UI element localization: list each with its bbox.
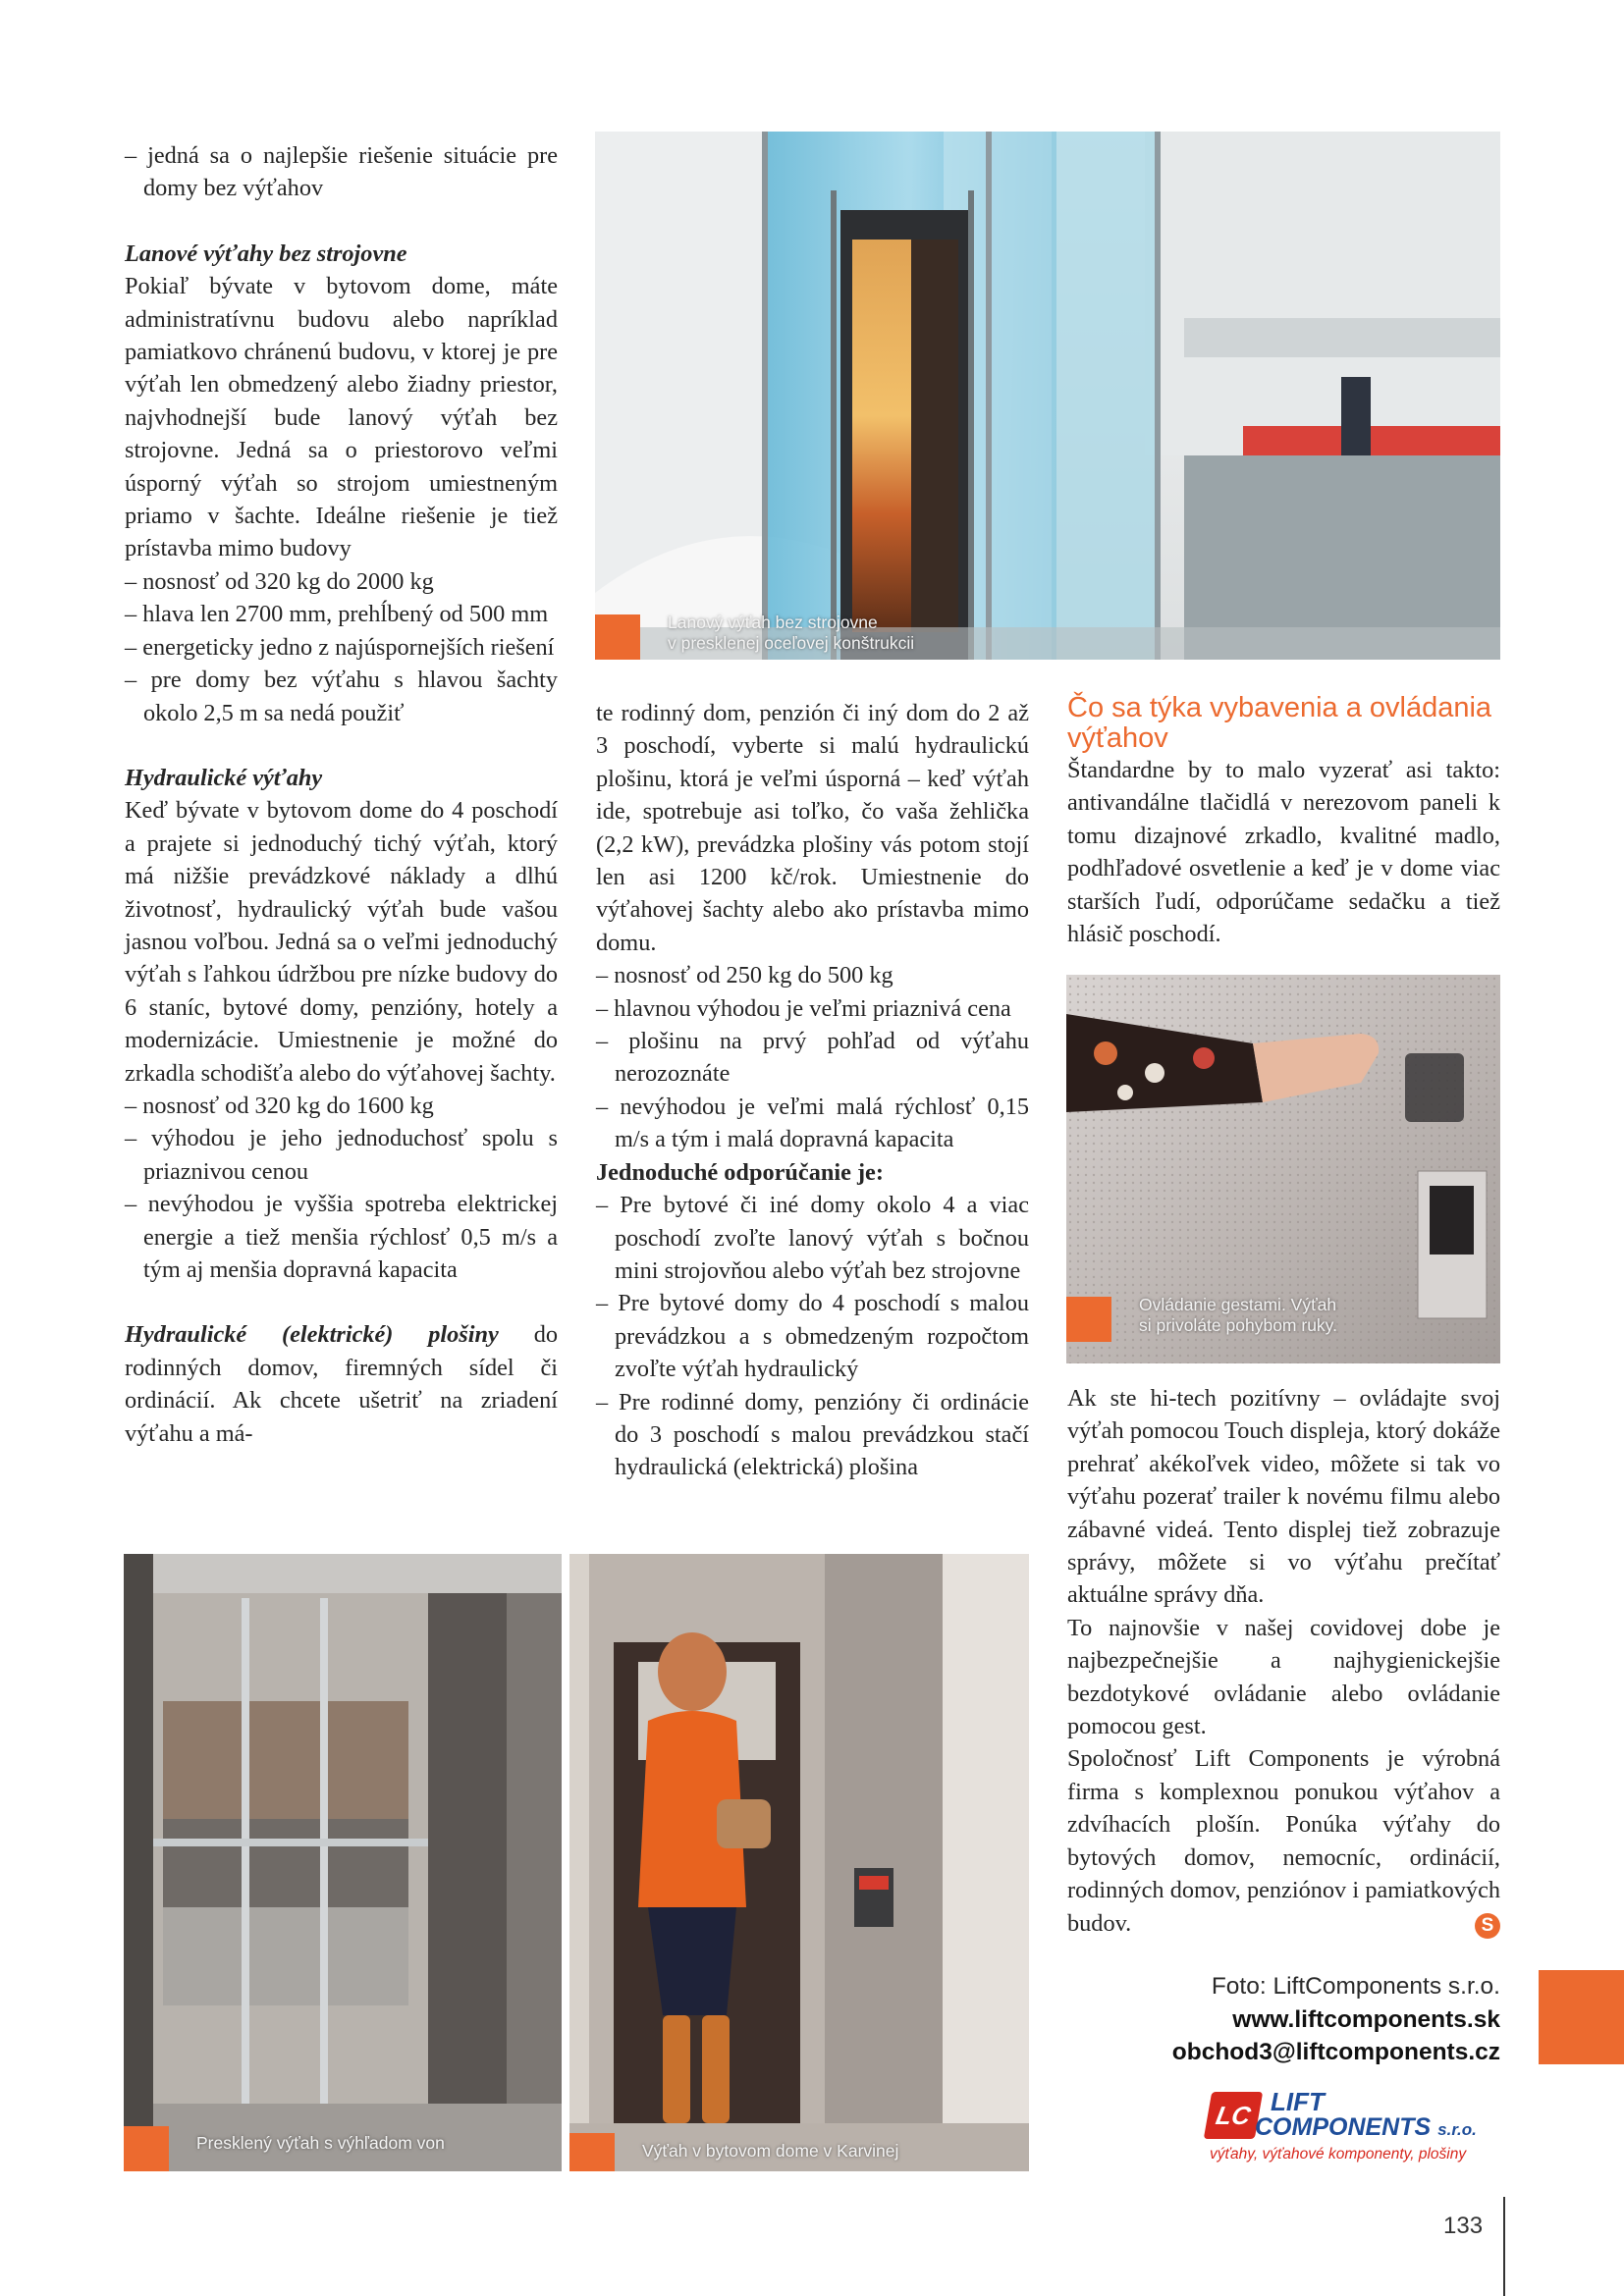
photo-atrium-lift	[595, 132, 1500, 660]
logo-word2	[1255, 2113, 1477, 2144]
equipment-intro: Štandardne by to malo vyzerať asi takto: antivandálne tlačidlá v nerezovom paneli k tomu dizajnové zrkadlo, kvalitné madlo, podhľadové osvetlenie a keď je v dome viac starších ľudí, odporúčame sedačku a tiež hlásič poschodí.	[1067, 757, 1500, 948]
column-1	[125, 139, 558, 1450]
company-paragraph: Spoločnosť Lift Components je výrobná firma s komplexnou ponukou výťahov a zdvíhacích plošín. Ponúka výťahy do bytových domov, nemocníc, ordinácií, rodinných domov, penziónov i pamiatkových budov.	[1067, 1745, 1500, 1937]
glass-lift-image	[124, 1554, 562, 2171]
intro-list-item: – jedná sa o najlepšie riešenie situácie pre domy bez výťahov	[125, 142, 558, 202]
photo-karvina-lift	[569, 1554, 1029, 2171]
caption-line: si privoláte pohybom ruky.	[1139, 1315, 1337, 1335]
rope-lifts-body: Pokiaľ bývate v bytovom dome, máte administratívnu budovu alebo napríklad pamiatkovo chránenú budovu, v ktorej je pre výťah len obmedzený alebo žiadny priestor, najvhodnejší bude lanový výťah bez strojovne. Jedná sa o priestorovo veľmi úsporný výťah so strojom umiestneným priamo v šachte. Ideálne riešenie je tiež prístavba mimo budovy	[125, 273, 558, 562]
column-3-bottom	[1067, 1382, 1500, 1940]
touch-display-paragraph: Ak ste hi-tech pozitívny – ovládajte svoj výťah pomocou Touch displeja, ktorý dokáže prehrať akékoľvek video, môžete si tak vo výťahu pozerať trailer k novému filmu alebo zábavné videá. Tento displej tiež zobrazuje správy, môžete si vo výťahu prečítať aktuálne správy dňa.	[1067, 1385, 1500, 1609]
lift-components-logo	[1208, 2087, 1508, 2166]
list-item: – plošinu na prvý pohľad od výťahu nerozoznáte	[596, 1028, 1029, 1088]
heading-platforms: Hydraulické (elektrické) plošiny	[125, 1321, 499, 1349]
heading-hydraulic-lifts: Hydraulické výťahy	[125, 764, 323, 791]
karvina-lift-image	[569, 1554, 1029, 2171]
caption-line: Ovládanie gestami. Výťah	[1139, 1295, 1337, 1314]
caption-line: v presklenej oceľovej konštrukcii	[668, 633, 915, 653]
platforms-paragraph	[125, 1318, 558, 1450]
heading-rope-lifts: Lanové výťahy bez strojovne	[125, 240, 407, 267]
page-number: 133	[1443, 2213, 1484, 2239]
logo-word1: LIFT	[1271, 2087, 1325, 2116]
section-tab-marker	[1539, 1970, 1624, 2064]
caption-gesture	[1139, 1295, 1337, 1336]
list-item: – nosnosť od 320 kg do 1600 kg	[125, 1092, 434, 1119]
hydraulic-lifts-body: Keď bývate v bytovom dome do 4 poschodí a prajete si jednoduchý tichý výťah, ktorý má nižšie prevádzkové náklady a dlhú životnosť, hydraulický výťah bude vašou jasnou voľbou. Jedná sa o veľmi jednoduchý výťah s ľahkou údržbou pre nízke budovy do 6 staníc, bytové domy, penzióny, hotely a modernizácie. Umiestnenie je možné do zrkadla schodišťa alebo do výťahovej šachty.	[125, 797, 558, 1087]
page-number-rule	[1503, 2197, 1505, 2296]
caption-line: Lanový výťah bez strojovne	[668, 613, 878, 632]
caption-marker	[1066, 1297, 1111, 1342]
list-item: – pre domy bez výťahu s hlavou šachty okolo 2,5 m sa nedá použiť	[125, 667, 558, 726]
end-mark-icon: S	[1475, 1913, 1500, 1939]
caption-atrium	[668, 613, 914, 654]
photo-credits	[1172, 1970, 1500, 2069]
recommendation-item: – Pre bytové či iné domy okolo 4 a viac poschodí zvoľte lanový výťah s bočnou mini strojovňou alebo výťah bez strojovne	[596, 1192, 1029, 1284]
email-link[interactable]: obchod3@liftcomponents.cz	[1171, 2039, 1500, 2065]
caption-karvina: Výťah v bytovom dome v Karvinej	[642, 2141, 899, 2161]
caption-marker	[595, 614, 640, 660]
logo-tagline: výťahy, výťahové komponenty, plošiny	[1210, 2146, 1467, 2163]
recommendation-heading: Jednoduché odporúčanie je:	[596, 1158, 884, 1186]
photo-glass-lift	[124, 1554, 562, 2171]
photo-gesture-control	[1066, 975, 1500, 1363]
list-item: – nevýhodou je vyššia spotreba elektrickej energie a tiež menšia rýchlosť 0,5 m/s a tým aj menšia dopravná kapacita	[125, 1191, 558, 1283]
list-item: – hlavnou výhodou je veľmi priaznivá cena	[596, 994, 1011, 1022]
platforms-body-continued: te rodinný dom, penzión či iný dom do 2 až 3 poschodí, vyberte si malú hydraulickú plošinu, ktorá je veľmi úsporná – keď výťah ide, spotrebuje asi toľko, čo vaša žehlička (2,2 kW), prevádzka plošiny vás potom stojí len asi 1200 kč/rok. Umiestnenie do výťahovej šachty alebo ako prístavba mimo domu.	[596, 700, 1029, 956]
photo-credit: Foto: LiftComponents s.r.o.	[1211, 1973, 1500, 2000]
list-item: – hlava len 2700 mm, prehĺbený od 500 mm	[125, 601, 549, 628]
logo-word2-text: COMPONENTS	[1255, 2113, 1432, 2141]
column-2	[596, 697, 1029, 1484]
touchless-paragraph: To najnovšie v našej covidovej dobe je najbezpečnejšie a najhygienickejšie bezdotykové ovládanie alebo ovládanie pomocou gest.	[1067, 1614, 1500, 1740]
website-link[interactable]: www.liftcomponents.sk	[1232, 2005, 1500, 2033]
list-item: – nosnosť od 250 kg do 500 kg	[596, 962, 893, 989]
list-item: – energeticky jedno z najúspornejších riešení	[125, 633, 555, 661]
recommendation-item: – Pre bytové domy do 4 poschodí s malou prevádzkou a s obmedzeným rozpočtom zvoľte výťah hydraulický	[596, 1290, 1029, 1383]
list-item: – nosnosť od 320 kg do 2000 kg	[125, 567, 434, 595]
caption-marker	[124, 2126, 169, 2171]
caption-marker	[569, 2133, 615, 2171]
heading-equipment: Čo sa týka vybavenia a ovládania výťahov	[1067, 692, 1492, 754]
logo-suffix: s.r.o.	[1437, 2120, 1477, 2139]
platforms-body: do rodinných domov, firemných sídel či ordinácií. Ak chcete ušetriť na zriadení výťahu a má-	[125, 1321, 558, 1447]
list-item: – výhodou je jeho jednoduchosť spolu s priaznivou cenou	[125, 1125, 558, 1185]
column-3-top	[1067, 693, 1500, 950]
caption-glass-lift: Presklený výťah s výhľadom von	[196, 2133, 445, 2153]
recommendation-item: – Pre rodinné domy, penzióny či ordinácie do 3 poschodí s malou prevádzkou stačí hydraulická (elektrická) plošina	[596, 1388, 1029, 1481]
list-item: – nevýhodou je veľmi malá rýchlosť 0,15 m/s a tým i malá dopravná kapacita	[596, 1093, 1029, 1153]
atrium-lift-image	[595, 132, 1500, 660]
logo-mark-text: LC	[1214, 2101, 1253, 2130]
